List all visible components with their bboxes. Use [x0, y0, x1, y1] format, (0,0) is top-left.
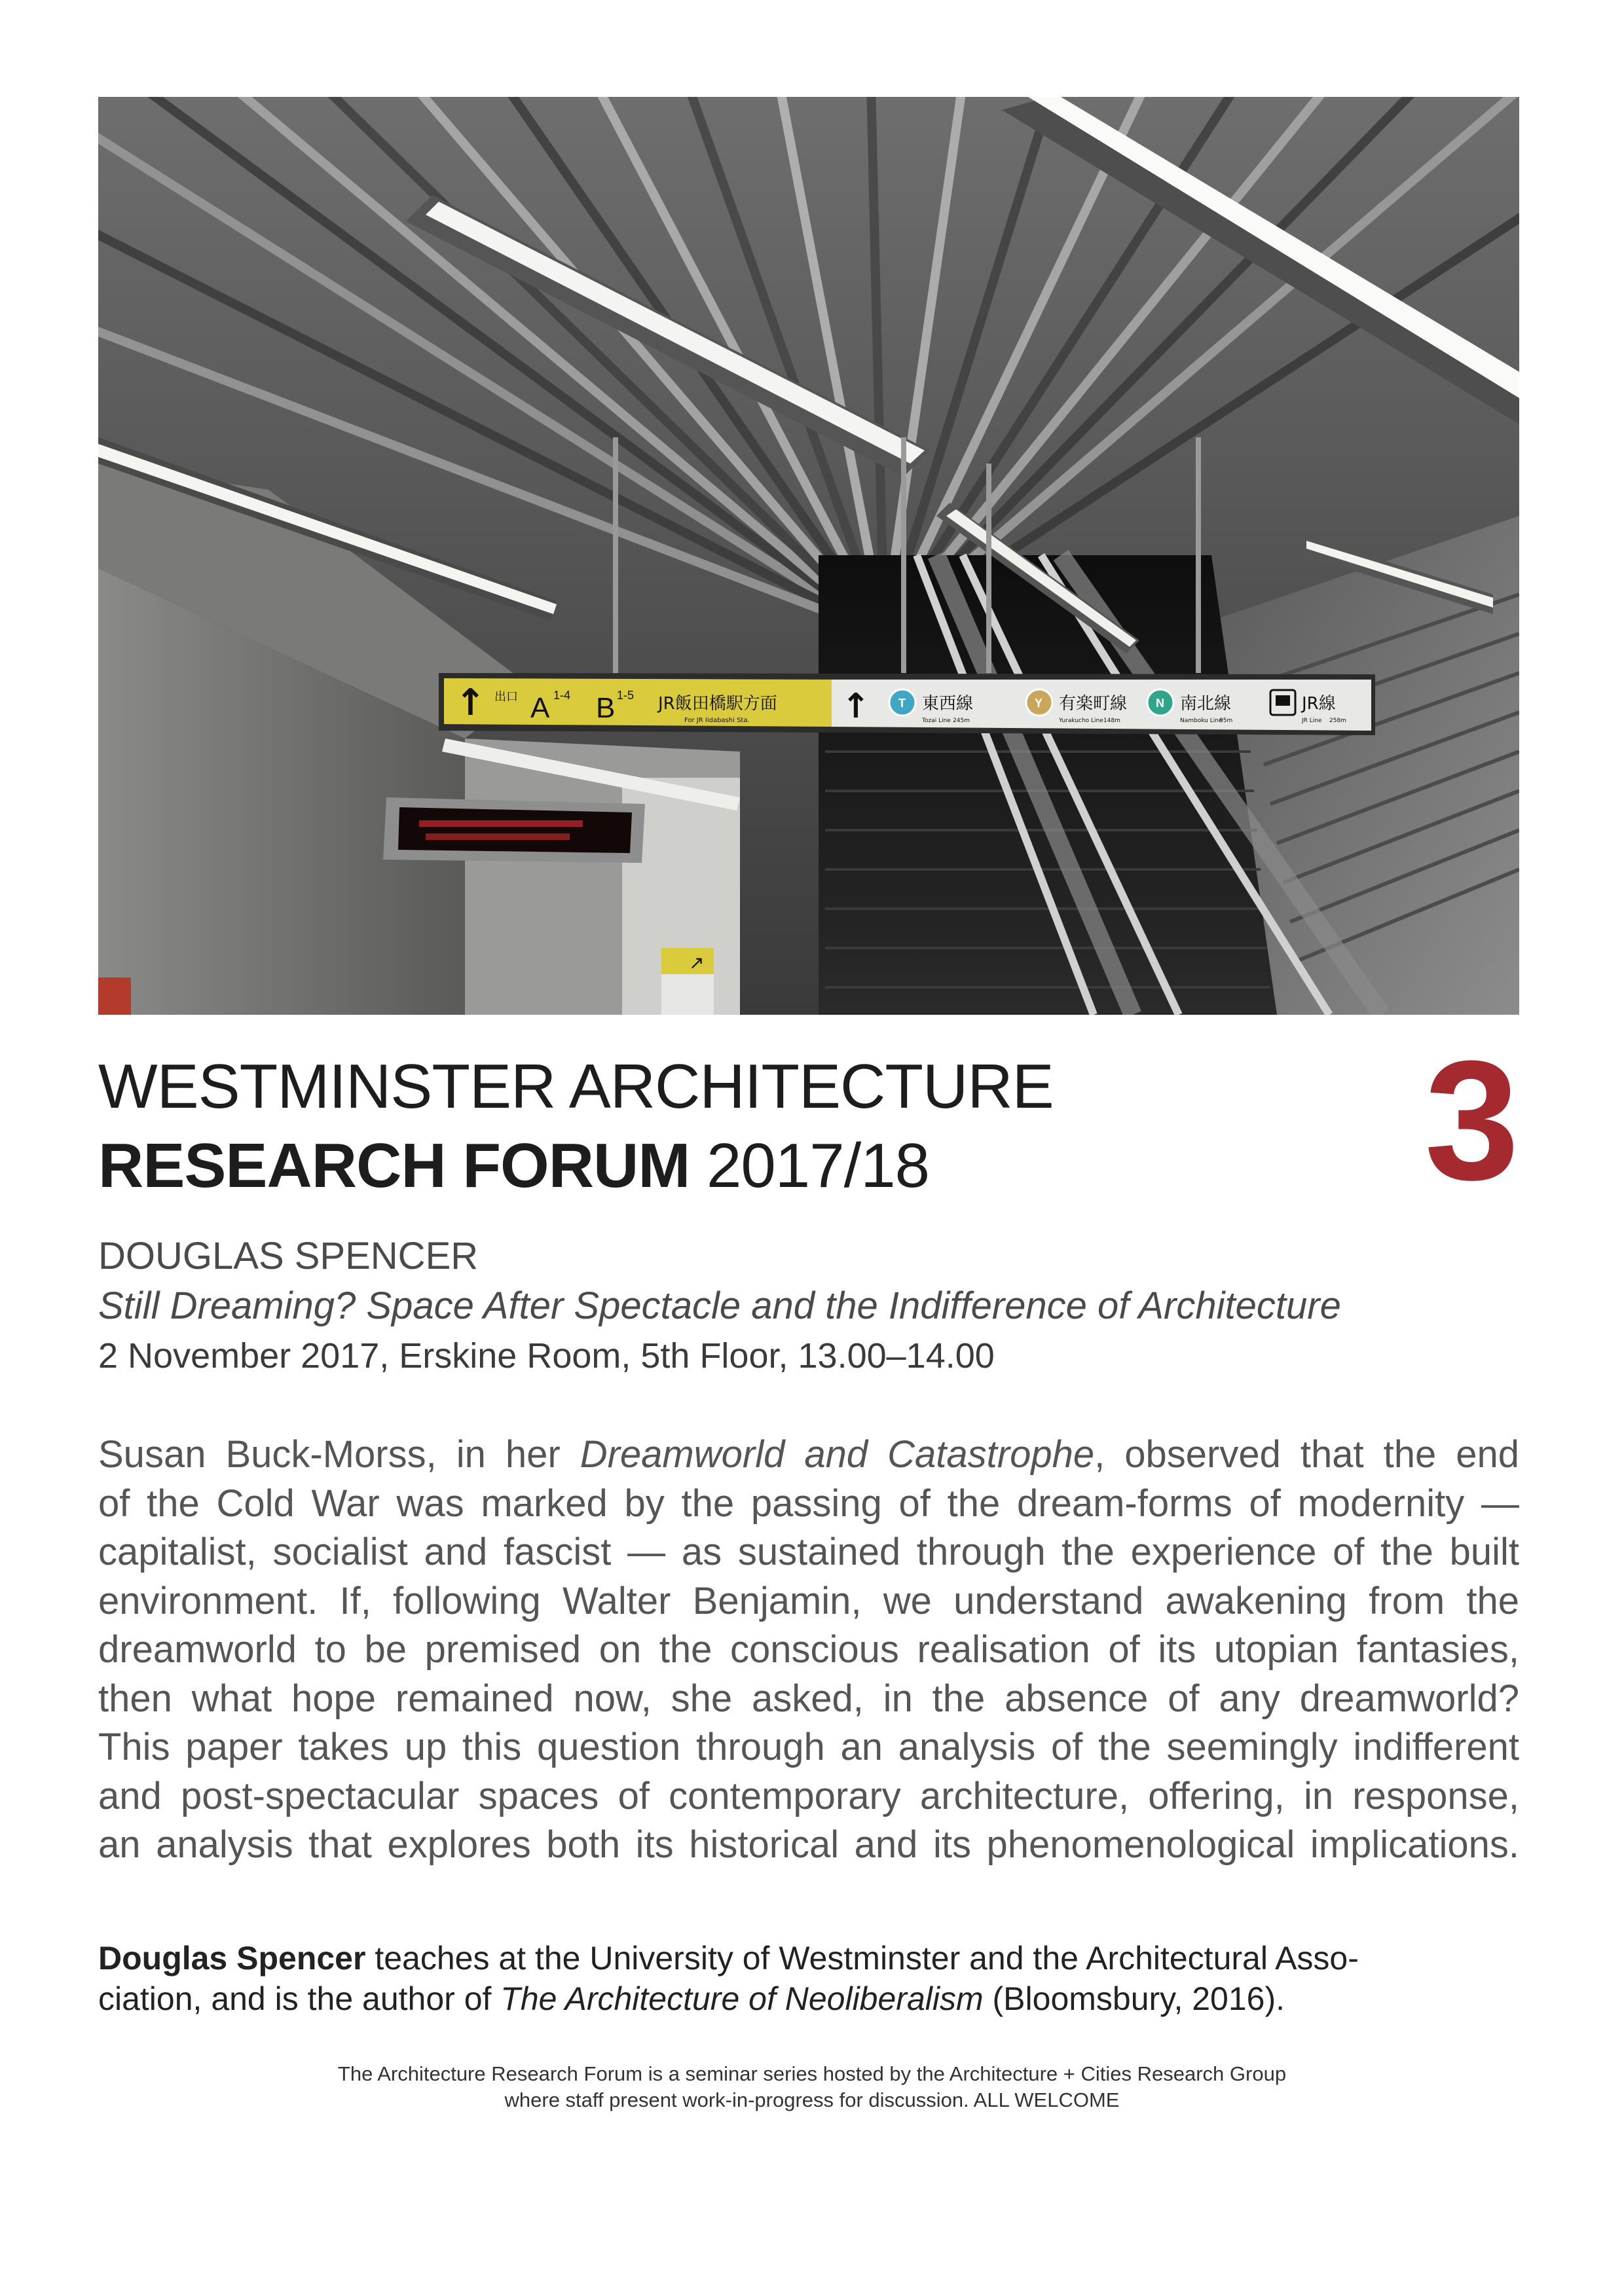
led-display-sign	[383, 797, 645, 863]
footer-line: where staff present work-in-progress for discussion. ALL WELCOME	[504, 2088, 1120, 2111]
abstract-line: environment. If, following Walter Benjamin, we understand awakening from the	[98, 1579, 1519, 1622]
forum-title-line1: WESTMINSTER ARCHITECTURE	[98, 1051, 1054, 1121]
svg-text:JR線: JR線	[1302, 694, 1336, 714]
svg-text:Tozai Line: Tozai Line	[922, 718, 951, 724]
bio-book-title: The Architecture of Neoliberalism	[500, 1980, 984, 2017]
abstract	[98, 1430, 1519, 1870]
svg-text:↑: ↑	[841, 687, 870, 726]
svg-text:JR Line: JR Line	[1302, 718, 1322, 724]
svg-text:南北線: 南北線	[1180, 694, 1232, 714]
svg-text:↗: ↗	[689, 952, 705, 974]
abstract-line: dreamworld to be premised on the conscious realisation of its utopian fantasies,	[98, 1628, 1519, 1671]
issue-number: 3	[1424, 1026, 1519, 1216]
svg-text:245m: 245m	[953, 718, 970, 724]
forum-title-bold: RESEARCH FORUM	[98, 1131, 690, 1201]
svg-text:95m: 95m	[1219, 718, 1233, 724]
header-photo	[98, 97, 1519, 1015]
forum-title-line2	[98, 1131, 930, 1201]
book-title: Dreamworld and Catastrophe	[580, 1433, 1095, 1476]
talk-title: Still Dreaming? Space After Spectacle and the Indifference of Architecture	[98, 1285, 1341, 1327]
svg-text:Yurakucho Line: Yurakucho Line	[1059, 718, 1103, 724]
svg-text:A: A	[530, 692, 550, 724]
bio-name: Douglas Spencer	[98, 1940, 366, 1977]
svg-text:Namboku Line: Namboku Line	[1180, 718, 1223, 724]
speaker-bio	[98, 1938, 1519, 2019]
event-details: 2 November 2017, Erskine Room, 5th Floor, 13.00–14.00	[98, 1336, 995, 1376]
svg-text:T: T	[898, 697, 906, 710]
subway-station-photo	[98, 97, 1519, 1015]
svg-text:東西線: 東西線	[922, 694, 974, 714]
svg-text:JR飯田橋駅方面: JR飯田橋駅方面	[658, 694, 777, 714]
svg-text:1-4: 1-4	[553, 689, 571, 702]
abstract-line: an analysis that explores both its historical and its phenomenological implications.	[98, 1823, 1519, 1866]
abstract-line: Susan Buck-Morss, in her Dreamworld and Catastrophe, observed that the end	[98, 1433, 1519, 1476]
abstract-line: This paper takes up this question through an analysis of the seemingly indifferent	[98, 1726, 1519, 1768]
speaker-name: DOUGLAS SPENCER	[98, 1235, 479, 1277]
svg-text:1-5: 1-5	[617, 689, 635, 702]
abstract-line: and post-spectacular spaces of contemporary architecture, offering, in response,	[98, 1774, 1519, 1817]
svg-text:↑: ↑	[455, 682, 486, 724]
abstract-line: of the Cold War was marked by the passing of the dream-forms of modernity —	[98, 1482, 1519, 1525]
bio-line: ciation, and is the author of The Architecture of Neoliberalism (Bloomsbury, 2016).	[98, 1980, 1285, 2017]
svg-text:For JR Iidabashi Sta.: For JR Iidabashi Sta.	[684, 717, 750, 724]
footer-line: The Architecture Research Forum is a seminar series hosted by the Architecture + Cities Research Group	[337, 2062, 1287, 2085]
svg-text:B: B	[596, 692, 616, 724]
footer-note	[0, 2061, 1624, 2113]
svg-text:148m: 148m	[1103, 718, 1120, 724]
bio-line: Douglas Spencer teaches at the University of Westminster and the Architectural Asso-	[98, 1940, 1359, 1977]
svg-text:有楽町線: 有楽町線	[1059, 694, 1128, 714]
abstract-line: capitalist, socialist and fascist — as sustained through the experience of the built	[98, 1531, 1519, 1573]
svg-text:N: N	[1156, 697, 1164, 710]
forum-year: 2017/18	[707, 1131, 930, 1201]
station-direction-sign	[439, 673, 1375, 735]
svg-text:258m: 258m	[1329, 718, 1346, 724]
abstract-line: then what hope remained now, she asked, in the absence of any dreamworld?	[98, 1677, 1519, 1720]
svg-text:Y: Y	[1035, 697, 1043, 710]
svg-text:出口: 出口	[494, 690, 518, 704]
